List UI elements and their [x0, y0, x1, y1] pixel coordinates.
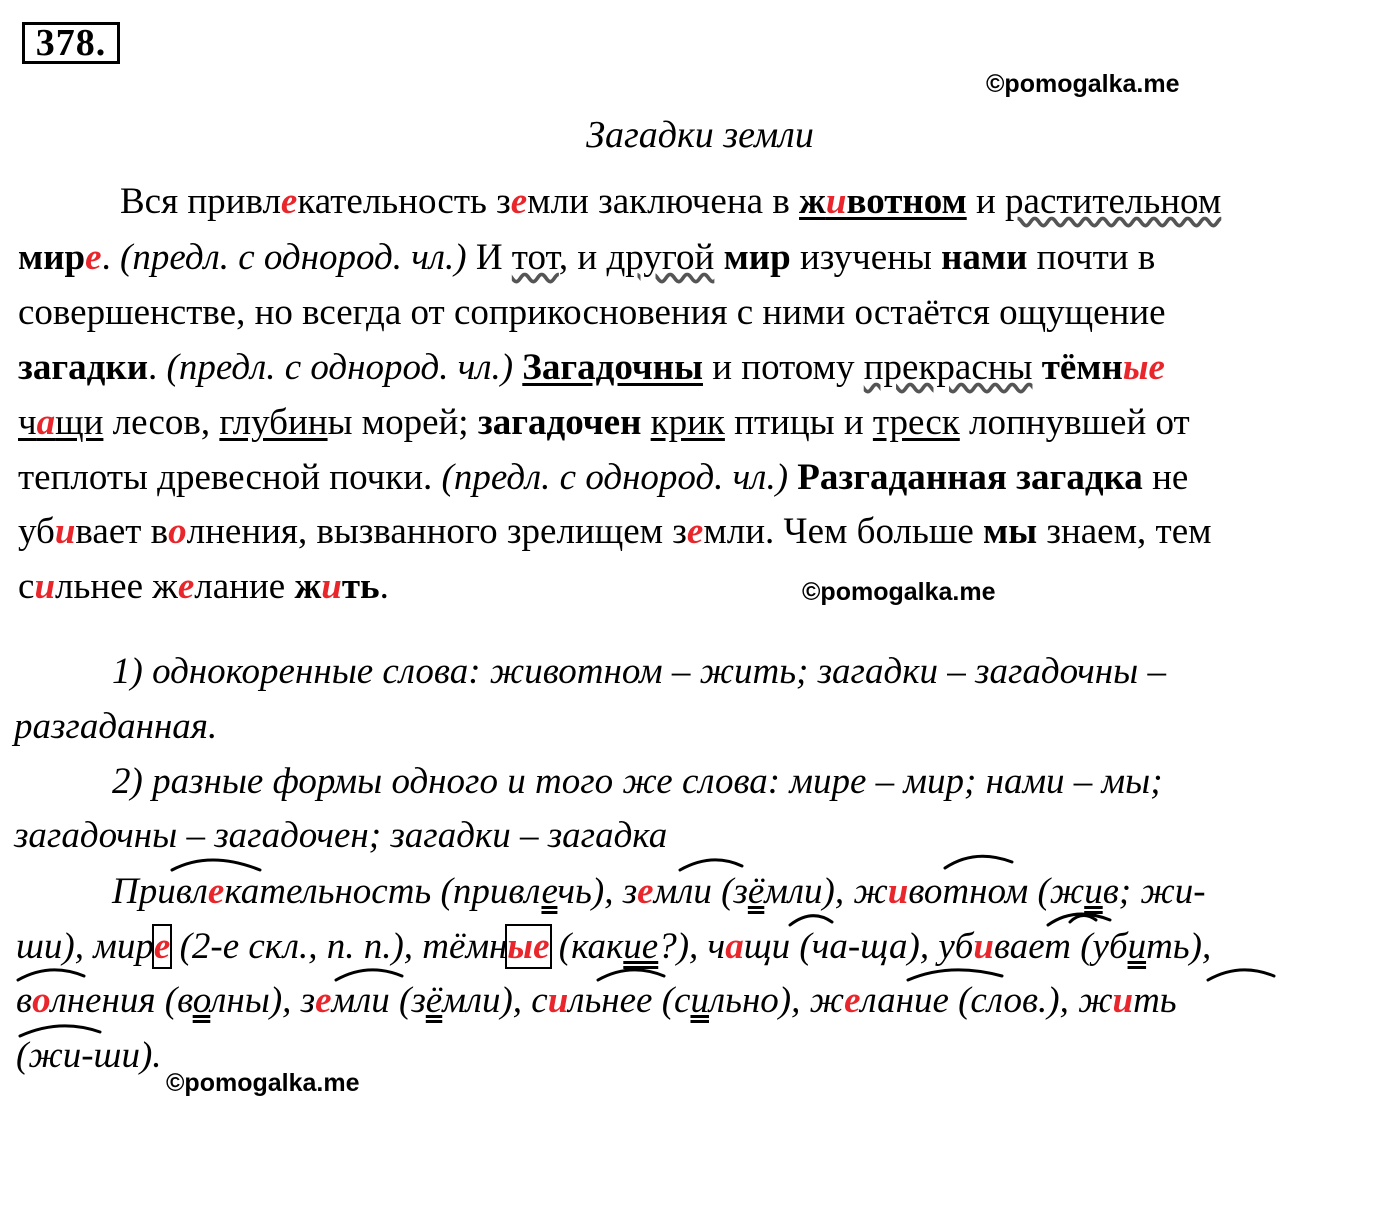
- watermark: ©pomogalka.me: [802, 578, 996, 606]
- exercise-number: 378.: [22, 22, 120, 64]
- text-line-4: загадки. (предл. с однород. чл.) Загадочны и потому прекрасны тёмные: [18, 347, 1165, 388]
- text-line-5: чащи лесов, глубины морей; загадочен крик птицы и треск лопнувшей от: [18, 402, 1190, 443]
- root-arc: [1208, 970, 1274, 980]
- answer-line-5: Привлекательность (привлечь), земли (зёмли), животном (жив; жи-: [112, 871, 1206, 912]
- text-line-2: мире. (предл. с однород. чл.) И тот, и другой мир изучены нами почти в: [18, 237, 1156, 278]
- answer-line-3: 2) разные формы одного и того же слова: мире – мир; нами – мы;: [112, 761, 1163, 802]
- watermark: ©pomogalka.me: [166, 1069, 360, 1097]
- answer-line-6: ши), мире (2-е скл., п. п.), тёмные (какие?), чащи (ча-ща), убивает (убить),: [16, 926, 1212, 967]
- text-line-1: Вся привлекательность земли заключена в животном и растительном: [120, 181, 1222, 222]
- text-line-7: убивает волнения, вызванного зрелищем земли. Чем больше мы знаем, тем: [18, 511, 1212, 552]
- answer-line-4: загадочны – загадочен; загадки – загадка: [14, 815, 668, 856]
- text-line-3: совершенстве, но всегда от соприкосновения с ними остаётся ощущение: [18, 292, 1166, 333]
- root-arc: [945, 856, 1012, 868]
- text-line-8: сильнее желание жить.: [18, 566, 389, 607]
- root-arc: [1070, 915, 1096, 922]
- root-arc: [680, 860, 742, 870]
- watermark: ©pomogalka.me: [986, 70, 1180, 98]
- answer-line-8: (жи-ши).: [16, 1035, 162, 1076]
- text-line-6: теплоты древесной почки. (предл. с однород. чл.) Разгаданная загадка не: [18, 457, 1189, 498]
- root-arc: [790, 916, 832, 925]
- answer-line-7: волнения (волны), земли (зёмли), сильнее (сильно), желание (слов.), жить: [16, 980, 1177, 1021]
- answer-line-2: разгаданная.: [14, 706, 218, 747]
- root-arc: [172, 860, 260, 870]
- text-title: Загадки земли: [586, 114, 814, 156]
- answer-line-1: 1) однокоренные слова: животном – жить; загадки – загадочны –: [112, 651, 1166, 692]
- root-arc: [1048, 914, 1110, 925]
